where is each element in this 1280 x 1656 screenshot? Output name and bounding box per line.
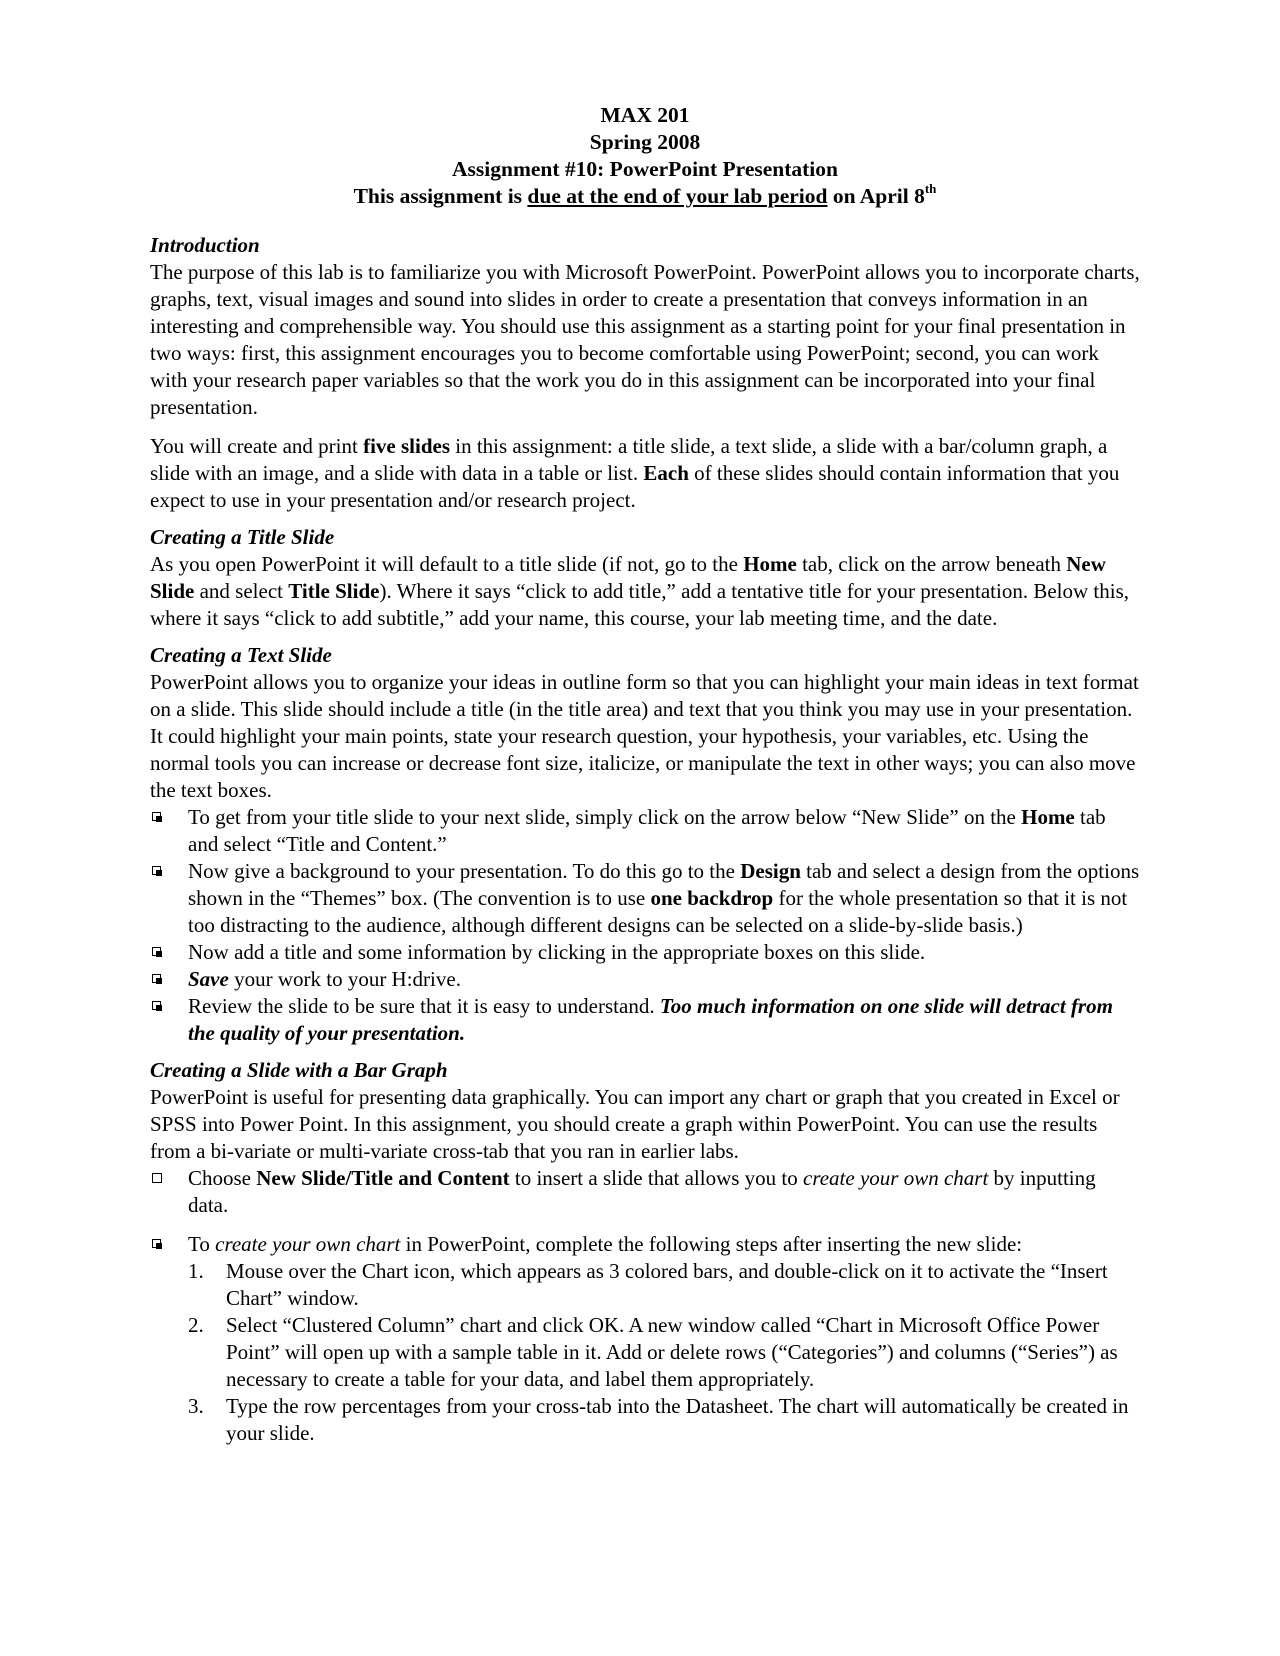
title-slide-heading: Creating a Title Slide	[150, 525, 335, 549]
list-item: Review the slide to be sure that it is easy to understand. Too much information on one slide will detract from the quality of your presentation.	[150, 993, 1140, 1047]
checkbox-bullet-icon	[152, 1001, 161, 1010]
assignment-title: Assignment #10: PowerPoint Presentation	[452, 157, 838, 181]
bar-graph-bullet-list	[150, 1165, 1140, 1447]
text-slide-heading: Creating a Text Slide	[150, 643, 332, 667]
checkbox-bullet-icon	[152, 974, 161, 983]
text-slide-bullet-list	[150, 804, 1140, 1047]
checkbox-bullet-icon	[152, 1239, 161, 1248]
bar-graph-heading: Creating a Slide with a Bar Graph	[150, 1058, 448, 1082]
list-item: To create your own chart in PowerPoint, complete the following steps after inserting the new slide: 1. Mouse over the Chart icon, which appears as 3 colored bars, and double-click on it to activate the “Insert Chart” window. 2. Select “Clustered Column” chart and click OK. A new window called “Chart in Microsoft Office Power Point” will open up with a sample table in it. Add or delete rows (“Categories”) and columns (“Series”) as necessary to create a table for your data, and label them appropriately. 3. Type the row percentages from your cross-tab into the Datasheet. The chart will automatically be created in your slide.	[150, 1231, 1140, 1447]
intro-heading: Introduction	[150, 233, 260, 257]
list-item: 1. Mouse over the Chart icon, which appears as 3 colored bars, and double-click on it to activate the “Insert Chart” window.	[188, 1259, 1108, 1310]
list-item: Save your work to your H:drive.	[150, 966, 1140, 993]
intro-paragraph-1: The purpose of this lab is to familiarize you with Microsoft PowerPoint. PowerPoint allows you to incorporate charts, graphs, text, visual images and sound into slides in order to create a presentation that conveys information in an interesting and comprehensible way. You should use this assignment as a starting point for your final presentation in two ways: first, this assignment encourages you to become comfortable using PowerPoint; second, you can work with your research paper variables so that the work you do in this assignment can be incorporated into your final presentation.	[150, 260, 1140, 419]
checkbox-bullet-icon	[152, 866, 161, 875]
list-item: 2. Select “Clustered Column” chart and click OK. A new window called “Chart in Microsoft Office Power Point” will open up with a sample table in it. Add or delete rows (“Categories”) and columns (“Series”) as necessary to create a table for your data, and label them appropriately.	[188, 1313, 1118, 1391]
checkbox-bullet-icon	[152, 812, 161, 821]
list-item: Now give a background to your presentation. To do this go to the Design tab and select a design from the options shown in the “Themes” box. (The convention is to use one backdrop for the whole presentation so that it is not too distracting to the audience, although different designs can be selected on a slide-by-slide basis.)	[150, 858, 1140, 939]
bar-graph-paragraph: PowerPoint is useful for presenting data graphically. You can import any chart or graph that you created in Excel or SPSS into Power Point. In this assignment, you should create a graph within PowerPoint. You can use the results from a bi-variate or multi-variate cross-tab that you ran in earlier labs.	[150, 1085, 1120, 1163]
document-header	[150, 102, 1140, 210]
list-item: Now add a title and some information by clicking in the appropriate boxes on this slide.	[150, 939, 1140, 966]
due-line: This assignment is due at the end of your lab period on April 8th	[353, 180, 937, 208]
chart-steps-list	[188, 1258, 1140, 1447]
title-slide-paragraph: As you open PowerPoint it will default to a title slide (if not, go to the Home tab, click on the arrow beneath New Slide and select Title Slide). Where it says “click to add title,” add a tentative title for your presentation. Below this, where it says “click to add subtitle,” add your name, this course, your lab meeting time, and the date.	[150, 552, 1130, 630]
term: Spring 2008	[589, 130, 701, 154]
list-item: To get from your title slide to your next slide, simply click on the arrow below “New Slide” on the Home tab and select “Title and Content.”	[150, 804, 1140, 858]
checkbox-bullet-icon	[152, 1173, 162, 1183]
course-code: MAX 201	[600, 103, 690, 127]
intro-paragraph-2: You will create and print five slides in this assignment: a title slide, a text slide, a slide with a bar/column graph, a slide with an image, and a slide with data in a table or list. Each of these slides should contain information that you expect to use in your presentation and/or research project.	[150, 434, 1120, 512]
document-page	[150, 102, 1140, 1447]
list-item: Choose New Slide/Title and Content to insert a slide that allows you to create your own chart by inputting data.	[150, 1165, 1140, 1219]
text-slide-paragraph: PowerPoint allows you to organize your ideas in outline form so that you can highlight your main ideas in text format on a slide. This slide should include a title (in the title area) and text that you think you may use in your presentation. It could highlight your main points, state your research question, your hypothesis, your variables, etc. Using the normal tools you can increase or decrease font size, italicize, or manipulate the text in other ways; you can also move the text boxes.	[150, 670, 1139, 802]
list-item: 3. Type the row percentages from your cross-tab into the Datasheet. The chart will automatically be created in your slide.	[188, 1394, 1129, 1445]
checkbox-bullet-icon	[152, 947, 161, 956]
